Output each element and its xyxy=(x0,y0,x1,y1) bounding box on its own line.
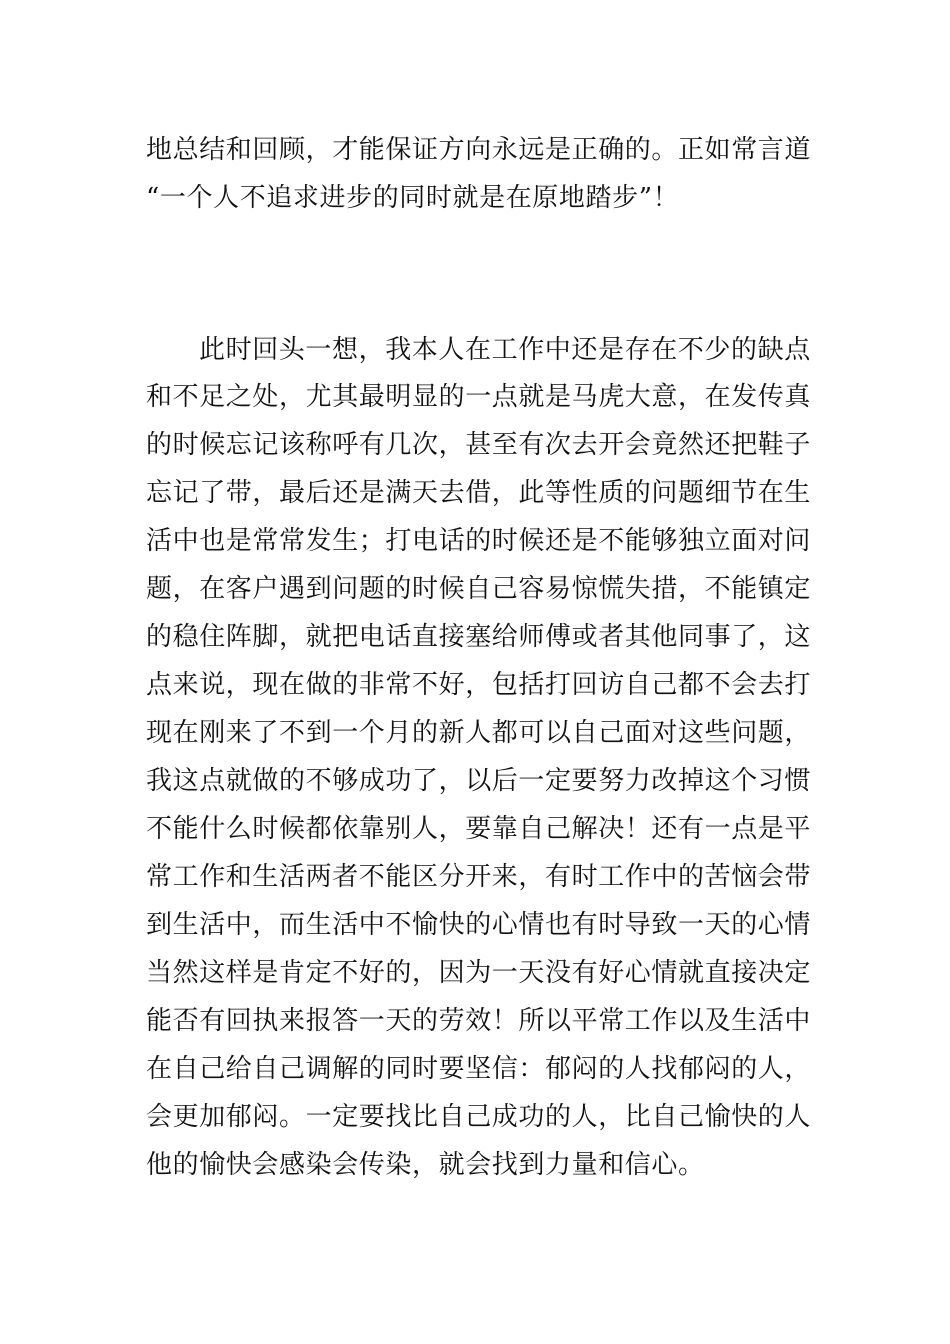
text-line: 的稳住阵脚，就把电话直接塞给师傅或者其他同事了，这 xyxy=(146,622,812,652)
text-line: 不能什么时候都依靠别人，要靠自己解决！还有一点是平 xyxy=(146,814,812,844)
text-line: 当然这样是肯定不好的，因为一天没有好心情就直接决定 xyxy=(146,958,812,988)
text-line: 在自己给自己调解的同时要坚信：郁闷的人找郁闷的人， xyxy=(146,1054,812,1084)
text-line: 常工作和生活两者不能区分开来，有时工作中的苦恼会带 xyxy=(146,862,812,892)
text-line: 能否有回执来报答一天的劳效！所以平常工作以及生活中 xyxy=(146,1006,812,1036)
text-line: 现在刚来了不到一个月的新人都可以自己面对这些问题， xyxy=(146,718,812,748)
text-line: 会更加郁闷。一定要找比自己成功的人，比自己愉快的人 xyxy=(146,1102,812,1132)
text-line: 他的愉快会感染会传染，就会找到力量和信心。 xyxy=(146,1150,705,1180)
text-line: 点来说，现在做的非常不好，包括打回访自己都不会去打 xyxy=(146,670,812,700)
text-line: 题，在客户遇到问题的时候自己容易惊慌失措，不能镇定 xyxy=(146,574,812,604)
text-line: 活中也是常常发生；打电话的时候还是不能够独立面对问 xyxy=(146,526,812,556)
text-line: 和不足之处，尤其最明显的一点就是马虎大意，在发传真 xyxy=(146,382,812,412)
text-line: 地总结和回顾，才能保证方向永远是正确的。正如常言道 xyxy=(146,135,812,165)
text-line: “一个人不追求进步的同时就是在原地踏步”！ xyxy=(146,183,680,213)
text-line: 我这点就做的不够成功了，以后一定要努力改掉这个习惯 xyxy=(146,766,812,796)
text-line: 忘记了带，最后还是满天去借，此等性质的问题细节在生 xyxy=(146,478,812,508)
text-line: 到生活中，而生活中不愉快的心情也有时导致一天的心情 xyxy=(146,910,812,940)
text-line: 的时候忘记该称呼有几次，甚至有次去开会竟然还把鞋子 xyxy=(146,430,812,460)
text-line: 此时回头一想，我本人在工作中还是存在不少的缺点 xyxy=(199,335,811,365)
